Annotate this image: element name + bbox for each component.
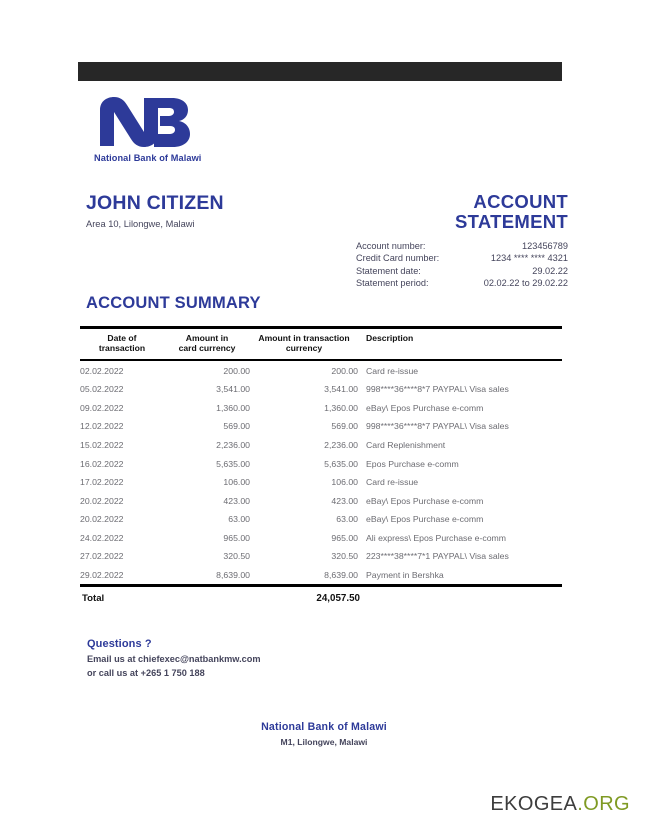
cell-description: 998****36****8*7 PAYPAL\ Visa sales (366, 421, 509, 432)
cell-transaction-amount: 106.00 (331, 477, 358, 488)
table-row (80, 454, 570, 473)
cell-date: 17.02.2022 (80, 477, 124, 488)
cell-transaction-amount: 320.50 (331, 551, 358, 562)
meta-label: Statement period: (356, 278, 429, 288)
cell-description: Ali express\ Epos Purchase e-comm (366, 532, 507, 543)
transactions-body (80, 361, 570, 584)
transactions-section (80, 326, 562, 604)
column-header-card-line2: card currency (178, 343, 236, 354)
statement-meta-table (356, 240, 568, 290)
questions-email-line: Email us at chiefexec@natbankmw.com (87, 654, 261, 664)
account-holder-name: JOHN CITIZEN (86, 192, 224, 214)
cell-card-amount: 569.00 (223, 421, 250, 432)
meta-row (356, 277, 568, 289)
watermark-main: EKOGEA (490, 793, 578, 815)
cell-transaction-amount: 423.00 (331, 495, 358, 506)
account-holder (86, 193, 336, 229)
statement-header (356, 192, 568, 289)
table-row (80, 436, 570, 455)
cell-date: 29.02.2022 (80, 570, 124, 581)
meta-row (356, 240, 568, 252)
table-row (80, 547, 570, 566)
table-row (80, 398, 570, 417)
cell-description: Card re-issue (366, 477, 419, 488)
cell-date: 02.02.2022 (80, 365, 124, 376)
transactions-head (80, 329, 570, 359)
cell-card-amount: 200.00 (223, 365, 250, 376)
nb-monogram-icon (94, 96, 190, 148)
table-row (80, 417, 570, 436)
cell-card-amount: 1,360.00 (216, 402, 250, 413)
total-label: Total (82, 592, 105, 604)
column-header-card-line1: Amount in (185, 332, 229, 343)
cell-description: Card Replenishment (366, 439, 446, 450)
meta-label: Statement date: (356, 265, 421, 276)
column-header-card-currency (164, 329, 250, 359)
column-header-trans-line2: currency (285, 343, 323, 354)
cell-date: 09.02.2022 (80, 402, 124, 413)
column-header-transaction-currency (250, 329, 358, 359)
cell-transaction-amount: 569.00 (331, 421, 358, 432)
transactions-body-table (80, 361, 570, 584)
cell-date: 20.02.2022 (80, 514, 124, 525)
cell-description: 998****36****8*7 PAYPAL\ Visa sales (366, 384, 509, 395)
cell-card-amount: 5,635.00 (216, 458, 250, 469)
cell-description: Epos Purchase e-comm (366, 458, 459, 469)
cell-date: 27.02.2022 (80, 551, 124, 562)
watermark (490, 793, 630, 816)
column-header-date (80, 329, 164, 359)
cell-card-amount: 8,639.00 (216, 570, 250, 581)
cell-card-amount: 63.00 (228, 514, 250, 525)
cell-transaction-amount: 8,639.00 (324, 570, 358, 581)
questions-section (87, 638, 387, 678)
column-header-description: Description (366, 332, 414, 343)
table-row (80, 473, 570, 492)
transactions-table (80, 329, 570, 359)
table-row (80, 566, 570, 585)
cell-description: Card re-issue (366, 365, 419, 376)
cell-description: eBay\ Epos Purchase e-comm (366, 514, 484, 525)
cell-card-amount: 423.00 (223, 495, 250, 506)
account-holder-address: Area 10, Lilongwe, Malawi (86, 219, 195, 230)
cell-card-amount: 965.00 (223, 532, 250, 543)
meta-value: 02.02.22 to 29.02.22 (483, 278, 568, 288)
header-dark-bar (78, 62, 562, 81)
footer-bank-address: M1, Lilongwe, Malawi (280, 737, 368, 747)
cell-date: 12.02.2022 (80, 421, 124, 432)
meta-value: 123456789 (522, 240, 568, 251)
meta-row (356, 252, 568, 264)
account-summary-title: ACCOUNT SUMMARY (86, 294, 261, 312)
cell-date: 15.02.2022 (80, 439, 124, 450)
cell-transaction-amount: 2,236.00 (324, 439, 358, 450)
footer-bank-name: National Bank of Malawi (261, 721, 387, 733)
meta-label: Credit Card number: (356, 253, 440, 264)
watermark-tld: .ORG (577, 793, 630, 815)
table-row (80, 529, 570, 548)
questions-phone-line: or call us at +265 1 750 188 (87, 668, 205, 678)
cell-date: 20.02.2022 (80, 495, 124, 506)
table-row (80, 510, 570, 529)
bank-logo-caption: National Bank of Malawi (94, 153, 202, 163)
column-header-date-line2: transaction (98, 343, 146, 354)
cell-transaction-amount: 3,541.00 (324, 384, 358, 395)
statement-title: ACCOUNT STATEMENT (454, 191, 568, 233)
bank-logo (94, 96, 324, 163)
cell-card-amount: 320.50 (223, 551, 250, 562)
cell-card-amount: 106.00 (223, 477, 250, 488)
meta-value: 29.02.22 (532, 265, 568, 276)
table-row (80, 491, 570, 510)
meta-label: Account number: (356, 240, 426, 251)
cell-transaction-amount: 965.00 (331, 532, 358, 543)
cell-description: Payment in Bershka (366, 570, 444, 581)
cell-description: eBay\ Epos Purchase e-comm (366, 495, 484, 506)
meta-row (356, 264, 568, 276)
cell-description: 223****38****7*1 PAYPAL\ Visa sales (366, 551, 509, 562)
cell-card-amount: 2,236.00 (216, 439, 250, 450)
cell-transaction-amount: 63.00 (336, 514, 358, 525)
questions-title: Questions ? (87, 638, 152, 650)
cell-description: eBay\ Epos Purchase e-comm (366, 402, 484, 413)
cell-transaction-amount: 200.00 (331, 365, 358, 376)
cell-date: 05.02.2022 (80, 384, 124, 395)
column-header-trans-line1: Amount in transaction (258, 332, 350, 343)
cell-date: 16.02.2022 (80, 458, 124, 469)
meta-value: 1234 **** **** 4321 (490, 253, 568, 264)
cell-date: 24.02.2022 (80, 532, 124, 543)
table-row (80, 380, 570, 399)
cell-transaction-amount: 1,360.00 (324, 402, 358, 413)
total-value: 24,057.50 (316, 592, 360, 604)
cell-card-amount: 3,541.00 (216, 384, 250, 395)
total-row (80, 587, 562, 604)
cell-transaction-amount: 5,635.00 (324, 458, 358, 469)
table-row (80, 361, 570, 380)
page-footer (0, 721, 648, 747)
column-header-date-line1: Date of (107, 332, 137, 343)
transactions-header-row (80, 329, 570, 359)
